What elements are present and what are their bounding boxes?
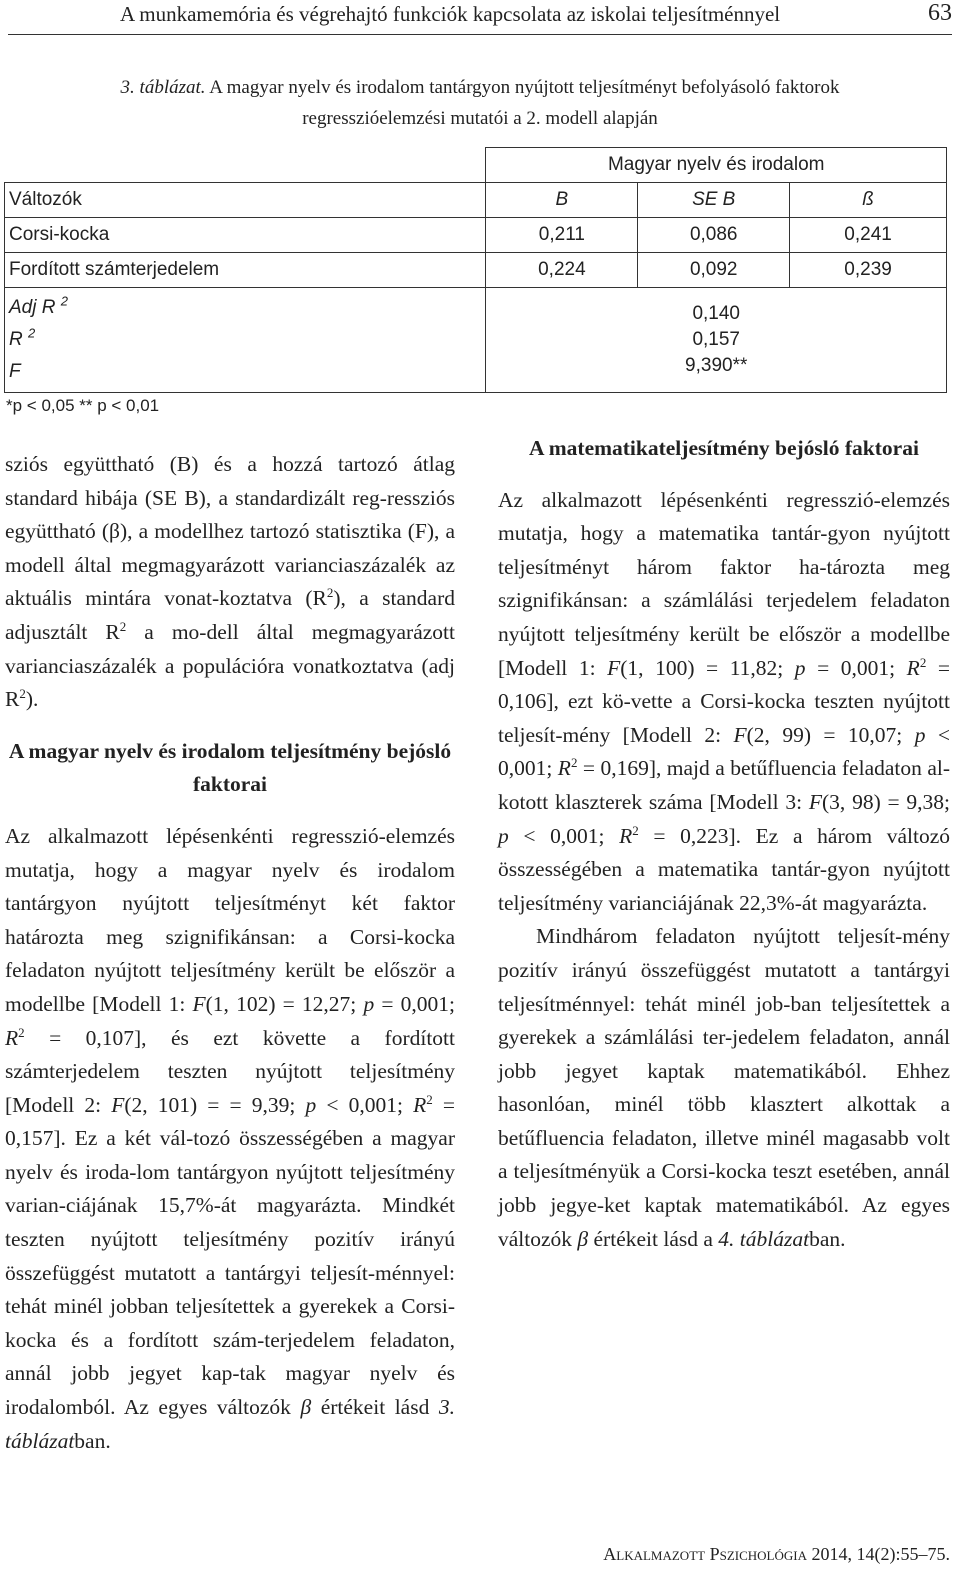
row-se: 0,086 (638, 218, 790, 253)
page-number: 63 (928, 0, 952, 26)
row-b: 0,224 (486, 253, 638, 288)
caption-line-2: regresszióelemzési mutatói a 2. modell alapján (302, 108, 658, 129)
col-header-variables: Változók (5, 183, 486, 218)
row-se: 0,092 (638, 253, 790, 288)
section-heading-hungarian: A magyar nyelv és irodalom teljesítmény bejósló faktorai (8, 738, 452, 797)
r2-label: R $^2$ (9, 325, 36, 350)
row-variable: Corsi-kocka (5, 218, 486, 253)
table-caption (0, 72, 960, 134)
body-paragraph-hungarian: Az alkalmazott lépésenkénti regresszió-elemzés mutatja, hogy a magyar nyelv és irodalom tantárgyon nyújtott teljesítményt két faktor határozta meg szignifikánsan: a Corsi-kocka feladaton nyújtott teljesítmény került be először a modellbe [Modell 1: F(1, 102) = 12,27; p = 0,001; $R^2 = 0,107$], és ezt követte a fordított számterjedelem teszten nyújtott teljesítmény [Modell 2: F(2, 101) = = 9,39; p < 0,001; $R^2 = 0,157$]. Ez a két vál-tozó összességében a magyar nyelv és iroda-lom tantárgyon nyújtott teljesítmény varian-ciájának 15,7%-át magyarázta. Mindkét teszten nyújtott teljesítmény pozitív irányú összefüggést mutatott a tantárgyi teljesít-ménnyel: tehát minél jobban teljesítettek a gyerekek a Corsi-kocka és a fordított szám-terjedelem feladaton, annál jobb jegyet kap-tak magyar nyelv és irodalomból. Az egyes változók β értékeit lásd 3. táblázatban. (5, 823, 455, 1453)
running-title: A munkamemória és végrehajtó funkciók kapcsolata az iskolai teljesítménnyel (120, 2, 781, 26)
table-header-row (5, 183, 947, 218)
row-beta: 0,239 (790, 253, 947, 288)
right-column (498, 432, 950, 1256)
body-paragraph-math-1: Az alkalmazott lépésenkénti regresszió-elemzés mutatja, hogy a matematika tantár-gyon nyújtott teljesítményt három faktor ha-tározta meg szignifikánsan: a számlálási terjedelem feladaton nyújtott teljesítmény került be először a modellbe [Modell 1: F(1, 100) = 11,82; p = 0,001; $R^2 = 0,106$], ezt kö-vette a Corsi-kocka teszten nyújtott teljesít-mény [Modell 2: F(2, 99) = 10,07; p < 0,001; $R^2 = 0,169$], majd a betűfluencia feladaton al-kotott klaszterek száma [Modell 3: F(3, 98) = 9,38; p < 0,001; $R^2 = 0,223$]. Ez a három változó összességében a matematika tantár-gyon nyújtott teljesítmény varianciájának 22,3%-át magyarázta. (498, 487, 950, 915)
col-header-beta: ß (790, 183, 947, 218)
intro-paragraph: sziós együttható (B) és a hozzá tartozó átlag standard hibája (SE B), a standardizált reg-ressziós együttható (β), a modellhez tartozó statisztika (F), a modell által megmagyarázott varianciaszázalék az aktuális mintára vonat-koztatva $(R^2)$, a standard adjusztált $R^2$ a mo-dell által megmagyarázott varianciaszázalék a populációra vonatkoztatva (adj $R^2$). (5, 452, 455, 712)
caption-label: 3. táblázat. (120, 77, 206, 98)
row-beta: 0,241 (790, 218, 947, 253)
table-note: *p < 0,05 ** p < 0,01 (6, 396, 160, 415)
group-header: Magyar nyelv és irodalom (486, 148, 947, 183)
adj-r2-label: Adj R $^2$ (9, 293, 68, 318)
table-row (5, 253, 947, 288)
f-label: F (9, 361, 21, 382)
row-b: 0,211 (486, 218, 638, 253)
section-heading-math: A matematikateljesítmény bejósló faktorai (529, 436, 919, 460)
table-row (5, 218, 947, 253)
journal-footer: Alkalmazott Pszichológia 2014, 14(2):55–75. (603, 1544, 950, 1564)
stats-values (486, 288, 947, 393)
f-value: 9,390** (685, 355, 748, 376)
body-paragraph-math-2: Mindhárom feladaton nyújtott teljesít-mény pozitív irányú összefüggést mutatott a tantárgyi teljesítménnyel: tehát minél job-ban teljesítettek a gyerekek a számlálási ter-jedelem feladaton, annál jobb jegyet kaptak matematikából. Ehhez hasonlóan, minél több klasztert alkottak a betűfluencia feladaton, illetve minél magasabb volt a teljesítményük a Corsi-kocka teszt esetében, annál jobb jegye-ket kaptak matematikából. Az egyes változók β értékeit lásd a 4. táblázatban. (498, 924, 950, 1251)
table-group-header-row (5, 148, 947, 183)
running-header (8, 0, 952, 35)
col-header-se-b: SE B (638, 183, 790, 218)
regression-table (4, 147, 947, 393)
caption-line-1 (0, 72, 960, 103)
table-stats-row (5, 288, 947, 393)
stats-labels (5, 288, 486, 393)
caption-text-1: A magyar nyelv és irodalom tantárgyon nyújtott teljesítményt befolyásoló faktorok (205, 77, 840, 98)
adj-r2-value: 0,140 (692, 303, 740, 324)
col-header-b: B (486, 183, 638, 218)
r2-value: 0,157 (692, 329, 740, 350)
row-variable: Fordított számterjedelem (5, 253, 486, 288)
left-column (5, 448, 455, 1458)
